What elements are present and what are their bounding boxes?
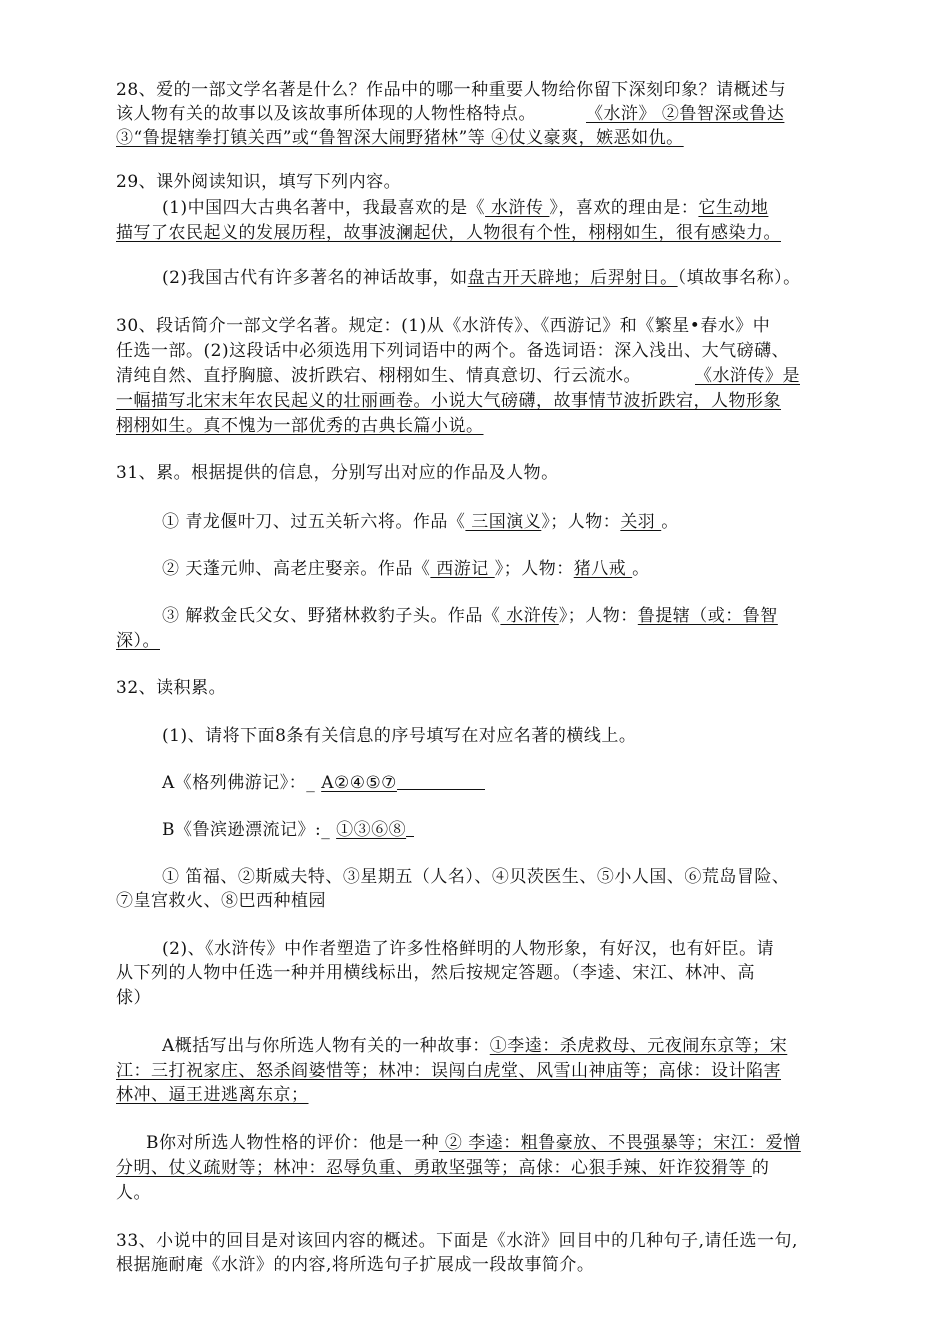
q32-b-eval-line-2 xyxy=(116,1156,856,1180)
q31-i3-char-label: 》；人物： xyxy=(558,606,638,626)
q31-i1-clue: ① 青龙偃叶刀、过五关斩六将。作品《 xyxy=(162,512,466,532)
q33-prompt-cont: 根据施耐庵《水浒》的内容,将所选句子扩展成一段故事简介。 xyxy=(116,1255,595,1275)
q32-info-text: ① 笛福、②斯威夫特、③星期五（人名）、④贝茨医生、⑤小人国、⑥荒岛冒险、 xyxy=(162,867,790,887)
q31-i2-clue: ② 天蓬元帅、高老庄娶亲。作品《 xyxy=(162,559,431,579)
q31-i2-end: 。 xyxy=(632,559,650,579)
q31-i3-character-cont: 深）。 xyxy=(116,631,160,651)
q32-part2-line-3 xyxy=(116,986,856,1010)
q32-b-answer: ①③⑥⑧ xyxy=(336,820,407,840)
q31-title xyxy=(116,461,856,485)
q29-p1-prompt: (1)中国四大古典名著中，我最喜欢的是《 xyxy=(162,198,486,218)
q32-part2-line-2 xyxy=(116,961,856,985)
q32-item-b xyxy=(162,818,902,842)
q33-prompt: 33、小说中的回目是对该回内容的概述。下面是《水浒》回目中的几种句子,请任选一句, xyxy=(116,1231,798,1251)
q32-item-a xyxy=(162,771,902,795)
q31-i1-end: 。 xyxy=(661,512,679,532)
q30-prompt: 30、段话简介一部文学名著。规定：(1)从《水浒传》、《西游记》和《繁星•春水》中 xyxy=(116,316,771,336)
q31-i2-char-label: 》；人物： xyxy=(494,559,574,579)
q32-b-blank-line xyxy=(406,818,414,837)
q32-b-eval-end: 人。 xyxy=(116,1183,151,1203)
q33-line-2 xyxy=(116,1253,856,1277)
q29-p2-prompt: (2)我国古代有许多著名的神话故事，如 xyxy=(162,268,468,288)
q31-item-2 xyxy=(162,557,902,581)
q32-b-eval-answer-cont: 分明、仗义疏财等；林冲：忍辱负重、勇敢坚强等；高俅：心狠手辣、奸诈狡猾等 xyxy=(116,1158,752,1178)
q32-a-story-line-3 xyxy=(116,1083,856,1107)
q33-line-1 xyxy=(116,1229,856,1253)
q28-answer: 《水浒》 ②鲁智深或鲁达 xyxy=(586,104,785,124)
q32-b-eval-line-3 xyxy=(116,1181,856,1205)
q29-title-text: 29、课外阅读知识，填写下列内容。 xyxy=(116,172,402,192)
q31-i3-clue: ③ 解救金氏父女、野猪林救豹子头。作品《 xyxy=(162,606,501,626)
q28-answer-cont: ③“鲁提辖拳打镇关西”或“鲁智深大闹野猪林”等 ④仗义豪爽，嫉恶如仇。 xyxy=(116,128,684,148)
q32-p2-text-cont: 从下列的人物中任选一种并用横线标出，然后按规定答题。（李逵、宋江、林冲、高 xyxy=(116,963,755,983)
q31-i2-character: 猪八戒 xyxy=(573,559,633,579)
q28-prompt-cont: 该人物有关的故事以及该故事所体现的人物性格特点。 xyxy=(116,104,536,124)
q32-p2-text-end: 俅） xyxy=(116,988,151,1008)
q30-line-3 xyxy=(116,364,856,388)
q32-title xyxy=(116,676,856,700)
q32-b-eval-line-1 xyxy=(146,1131,886,1155)
q31-title-text: 31、累。根据提供的信息，分别写出对应的作品及人物。 xyxy=(116,463,559,483)
q29-part2 xyxy=(162,266,902,290)
q31-i3-work: 水浒传 xyxy=(500,606,559,626)
q32-title-text: 32、读积累。 xyxy=(116,678,227,698)
q32-p1-text: (1)、请将下面8条有关信息的序号填写在对应名著的横线上。 xyxy=(162,726,637,746)
q31-i1-work: 三国演义 xyxy=(465,512,542,532)
q29-p1-reason-label: 》，喜欢的理由是： xyxy=(549,198,699,218)
q31-item-1 xyxy=(162,510,902,534)
q32-a-story-line-1 xyxy=(162,1034,902,1058)
q32-a-story-line-2 xyxy=(116,1059,856,1083)
q32-info-line-2 xyxy=(116,889,856,913)
q31-item-3-cont xyxy=(116,629,856,653)
q29-p2-answer: 盘古开天辟地；后羿射日。 xyxy=(467,268,678,288)
q32-part1-prompt xyxy=(162,724,902,748)
q32-a-label: A《格列佛游记》：_ xyxy=(162,773,322,793)
q32-a-story-answer: ①李逵：杀虎救母、元夜闹东京等；宋 xyxy=(489,1036,788,1056)
q30-line-2 xyxy=(116,339,856,363)
q30-answer: 《水浒传》是 xyxy=(695,366,800,386)
q29-p1-answer-book: 水浒传 xyxy=(485,198,550,218)
q28-line-3 xyxy=(116,126,856,150)
q29-p1-answer-reason-cont: 描写了农民起义的发展历程，故事波澜起伏，人物很有个性，栩栩如生，很有感染力。 xyxy=(116,223,781,243)
q30-line-4 xyxy=(116,389,856,413)
q32-a-answer: A②④⑤⑦ xyxy=(321,773,397,793)
q32-a-story-answer-end: 林冲、逼王进逃离东京； xyxy=(116,1085,309,1105)
q32-part2-line-1 xyxy=(162,937,902,961)
q32-p2-text: (2)、《水浒传》中作者塑造了许多性格鲜明的人物形象，有好汉，也有奸臣。请 xyxy=(162,939,775,959)
q32-info-text-cont: ⑦皇宫救火、⑧巴西种植园 xyxy=(116,891,326,911)
q30-answer-end: 栩栩如生。真不愧为一部优秀的古典长篇小说。 xyxy=(116,416,484,436)
q32-a-question: A概括写出与你所选人物有关的一种故事： xyxy=(162,1036,490,1056)
q30-word-list: 清纯自然、直抒胸臆、波折跌宕、栩栩如生、情真意切、行云流水。 xyxy=(116,366,641,386)
q29-p1-answer-reason: 它生动地 xyxy=(698,198,769,218)
q31-i1-character: 关羽 xyxy=(620,512,662,532)
q28-line-2 xyxy=(116,102,856,126)
q28-prompt: 28、爱的一部文学名著是什么？作品中的哪一种重要人物给你留下深刻印象？请概述与 xyxy=(116,80,787,100)
q29-part1-line-1 xyxy=(162,196,902,220)
q31-i1-char-label: 》；人物： xyxy=(541,512,621,532)
q32-b-label: B《鲁滨逊漂流记》:_ xyxy=(162,820,337,840)
q29-part1-line-2 xyxy=(116,221,856,245)
q30-answer-cont: 一幅描写北宋末年农民起义的壮丽画卷。小说大气磅礴，故事情节波折跌宕，人物形象 xyxy=(116,391,781,411)
q32-b-question: B你对所选人物性格的评价：他是一种 xyxy=(146,1133,439,1153)
q29-title xyxy=(116,170,856,194)
q32-a-story-answer-cont: 江：三打祝家庄、怒杀阎婆惜等；林冲：误闯白虎堂、风雪山神庙等；高俅：设计陷害 xyxy=(116,1061,781,1081)
q32-b-suffix: 的 xyxy=(751,1158,770,1178)
q32-b-eval-answer: ② 李逵：粗鲁豪放、不畏强暴等；宋江：爱憎 xyxy=(439,1133,801,1153)
q31-i2-work: 西游记 xyxy=(430,559,495,579)
q30-prompt-cont: 任选一部。(2)这段话中必须选用下列词语中的两个。备选词语：深入浅出、大气磅礴、 xyxy=(116,341,790,361)
q32-info-line-1 xyxy=(162,865,902,889)
q30-line-5 xyxy=(116,414,856,438)
q29-p2-suffix: （填故事名称）。 xyxy=(677,268,801,288)
q31-item-3 xyxy=(162,604,902,628)
q32-a-blank-line xyxy=(397,771,485,790)
q30-line-1 xyxy=(116,314,856,338)
q28-line-1 xyxy=(116,78,856,102)
q31-i3-character: 鲁提辖（或：鲁智 xyxy=(637,606,778,626)
